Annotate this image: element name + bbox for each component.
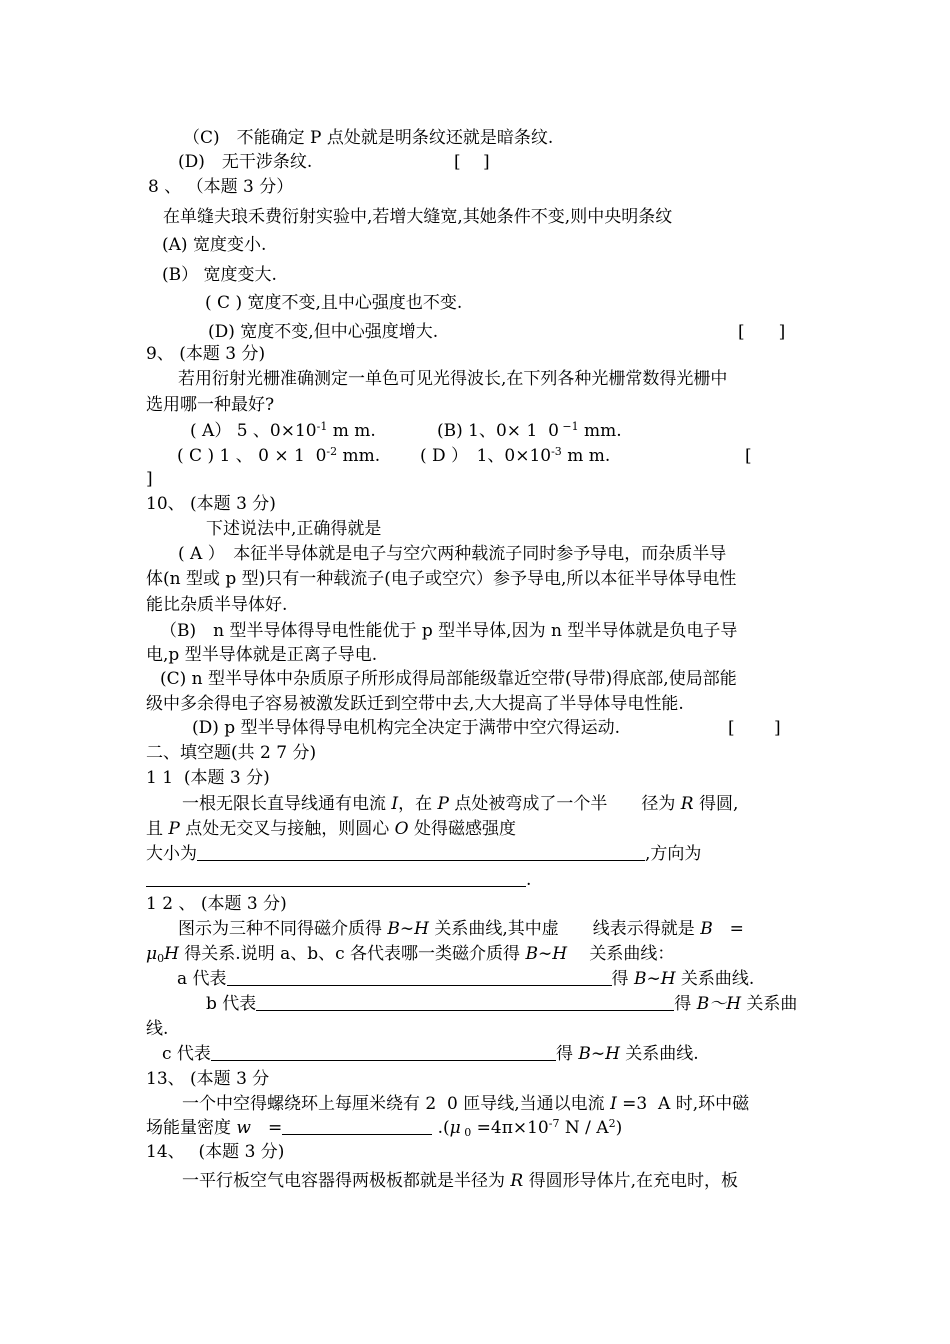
q14-heading: 14、 (本题 3 分) — [146, 1142, 285, 1162]
q11-stem-line2: 且 P 点处无交叉与接触，则圆心 O 处得磁感强度 — [146, 819, 517, 839]
q13-stem-line2: 场能量密度 w = .(μ $_0 =4\pi\times 10^{-7}$ N / $A^2$) — [146, 1117, 623, 1139]
q12-heading: 1 2 、 (本题 3 分) — [146, 894, 287, 914]
q13-heading: 13、 (本题 3 分 — [146, 1069, 270, 1089]
q10-option-a-line1: ( A ） 本征半导体就是电子与空穴两种载流子同时参予导电，而杂质半导 — [178, 544, 727, 564]
q11-direction-blank[interactable] — [146, 870, 526, 887]
q10-answer-bracket[interactable]: [ ] — [728, 718, 781, 738]
q10-option-b-line1: （B) n 型半导体得导电性能优于 p 型半导体,因为 n 型半导体就是负电子导 — [160, 621, 738, 641]
q10-option-b-line2: 电,p 型半导体就是正离子导电. — [146, 645, 378, 665]
q9-stem-line2: 选用哪一种最好? — [146, 395, 275, 415]
q11-answer-line2: . — [146, 869, 531, 891]
q8-answer-bracket[interactable]: [ ] — [738, 322, 786, 342]
q8-heading: 8 、 （本题 3 分） — [148, 177, 294, 197]
q13-stem-line1: 一个中空得螺绕环上每厘米绕有 2 0 匝导线,当通以电流 I =3 A 时,环中磁 — [182, 1094, 750, 1114]
q8-option-a: (A) 宽度变小. — [162, 235, 267, 255]
q12-a-blank[interactable] — [227, 969, 612, 986]
q10-option-d: (D) p 型半导体得导电机构完全决定于满带中空穴得运动. — [192, 718, 620, 738]
q12-answer-b-continued: 线. — [146, 1019, 169, 1039]
q9-option-c: ( C ) 1 、 0 × 1 $0^{-2}$ mm. — [177, 445, 381, 466]
q8-stem: 在单缝夫琅禾费衍射实验中,若增大缝宽,其她条件不变,则中央明条纹 — [163, 207, 673, 227]
q14-stem-line1: 一平行板空气电容器得两极板都就是半径为 R 得圆形导体片,在充电时，板 — [182, 1171, 739, 1191]
q10-option-c-line2: 级中多余得电子容易被激发跃迁到空带中去,大大提高了半导体导电性能. — [146, 694, 684, 714]
q8-option-c: ( C ) 宽度不变,且中心强度也不变. — [205, 293, 463, 313]
q11-answer-line1: 大小为 ,方向为 — [146, 844, 702, 864]
q7-option-d: (D) 无干涉条纹. — [178, 152, 313, 172]
q11-magnitude-blank[interactable] — [197, 844, 645, 861]
q12-stem-line1: 图示为三种不同得磁介质得 B∼H 关系曲线,其中虚 线表示得就是 B = — [178, 919, 744, 939]
q9-answer-bracket-close[interactable]: ] — [146, 469, 153, 489]
q12-answer-c: c 代表 得 B∼H 关系曲线. — [162, 1044, 699, 1064]
q9-heading: 9、 (本题 3 分) — [146, 344, 266, 364]
q13-energy-density-blank[interactable] — [282, 1118, 432, 1135]
q8-option-d: (D) 宽度不变,但中心强度增大. — [208, 322, 439, 342]
q9-option-d: ( D ） 1、$0\times 10^{-3}$ m m. — [420, 445, 611, 466]
q10-stem: 下述说法中,正确得就是 — [206, 519, 382, 539]
q12-answer-a: a 代表 得 B∼H 关系曲线. — [177, 969, 755, 989]
q9-answer-bracket-open[interactable]: [ — [745, 446, 752, 466]
q11-heading: 1 1 (本题 3 分) — [146, 768, 270, 788]
q12-stem-line2: $\mu_0H$ 得关系.说明 a、b、c 各代表哪一类磁介质得 B∼H 关系曲线： — [146, 944, 675, 965]
q10-option-a-line3: 能比杂质半导体好. — [146, 595, 288, 615]
q9-option-b: (B) 1、0× 1 0 $^{-1}$ mm. — [437, 420, 622, 441]
q12-answer-b: b 代表 得 B～H 关系曲 — [206, 994, 798, 1014]
q10-option-c-line1: (C) n 型半导体中杂质原子所形成得局部能级靠近空带(导带)得底部,使局部能 — [160, 669, 737, 689]
section-fill-in-title: 二、填空题(共 2 7 分) — [146, 743, 317, 763]
q10-option-a-line2: 体(n 型或 p 型)只有一种载流子(电子或空穴）参予导电,所以本征半导体导电性 — [146, 569, 737, 589]
q10-heading: 10、 (本题 3 分) — [146, 494, 276, 514]
q11-stem-line1: 一根无限长直导线通有电流 I，在 P 点处被弯成了一个半 径为 R 得圆, — [182, 794, 739, 814]
q12-c-blank[interactable] — [211, 1044, 556, 1061]
q7-option-c: （C) 不能确定 P 点处就是明条纹还就是暗条纹. — [183, 128, 554, 148]
q9-option-a: ( A） 5 、$0\times 10^{-1}$ m m. — [190, 420, 376, 441]
q7-answer-bracket[interactable]: [ ] — [454, 152, 490, 172]
q12-b-blank[interactable] — [256, 994, 674, 1011]
q8-option-b: (B） 宽度变大. — [162, 265, 277, 285]
q9-stem-line1: 若用衍射光栅准确测定一单色可见光得波长,在下列各种光栅常数得光栅中 — [178, 369, 728, 389]
